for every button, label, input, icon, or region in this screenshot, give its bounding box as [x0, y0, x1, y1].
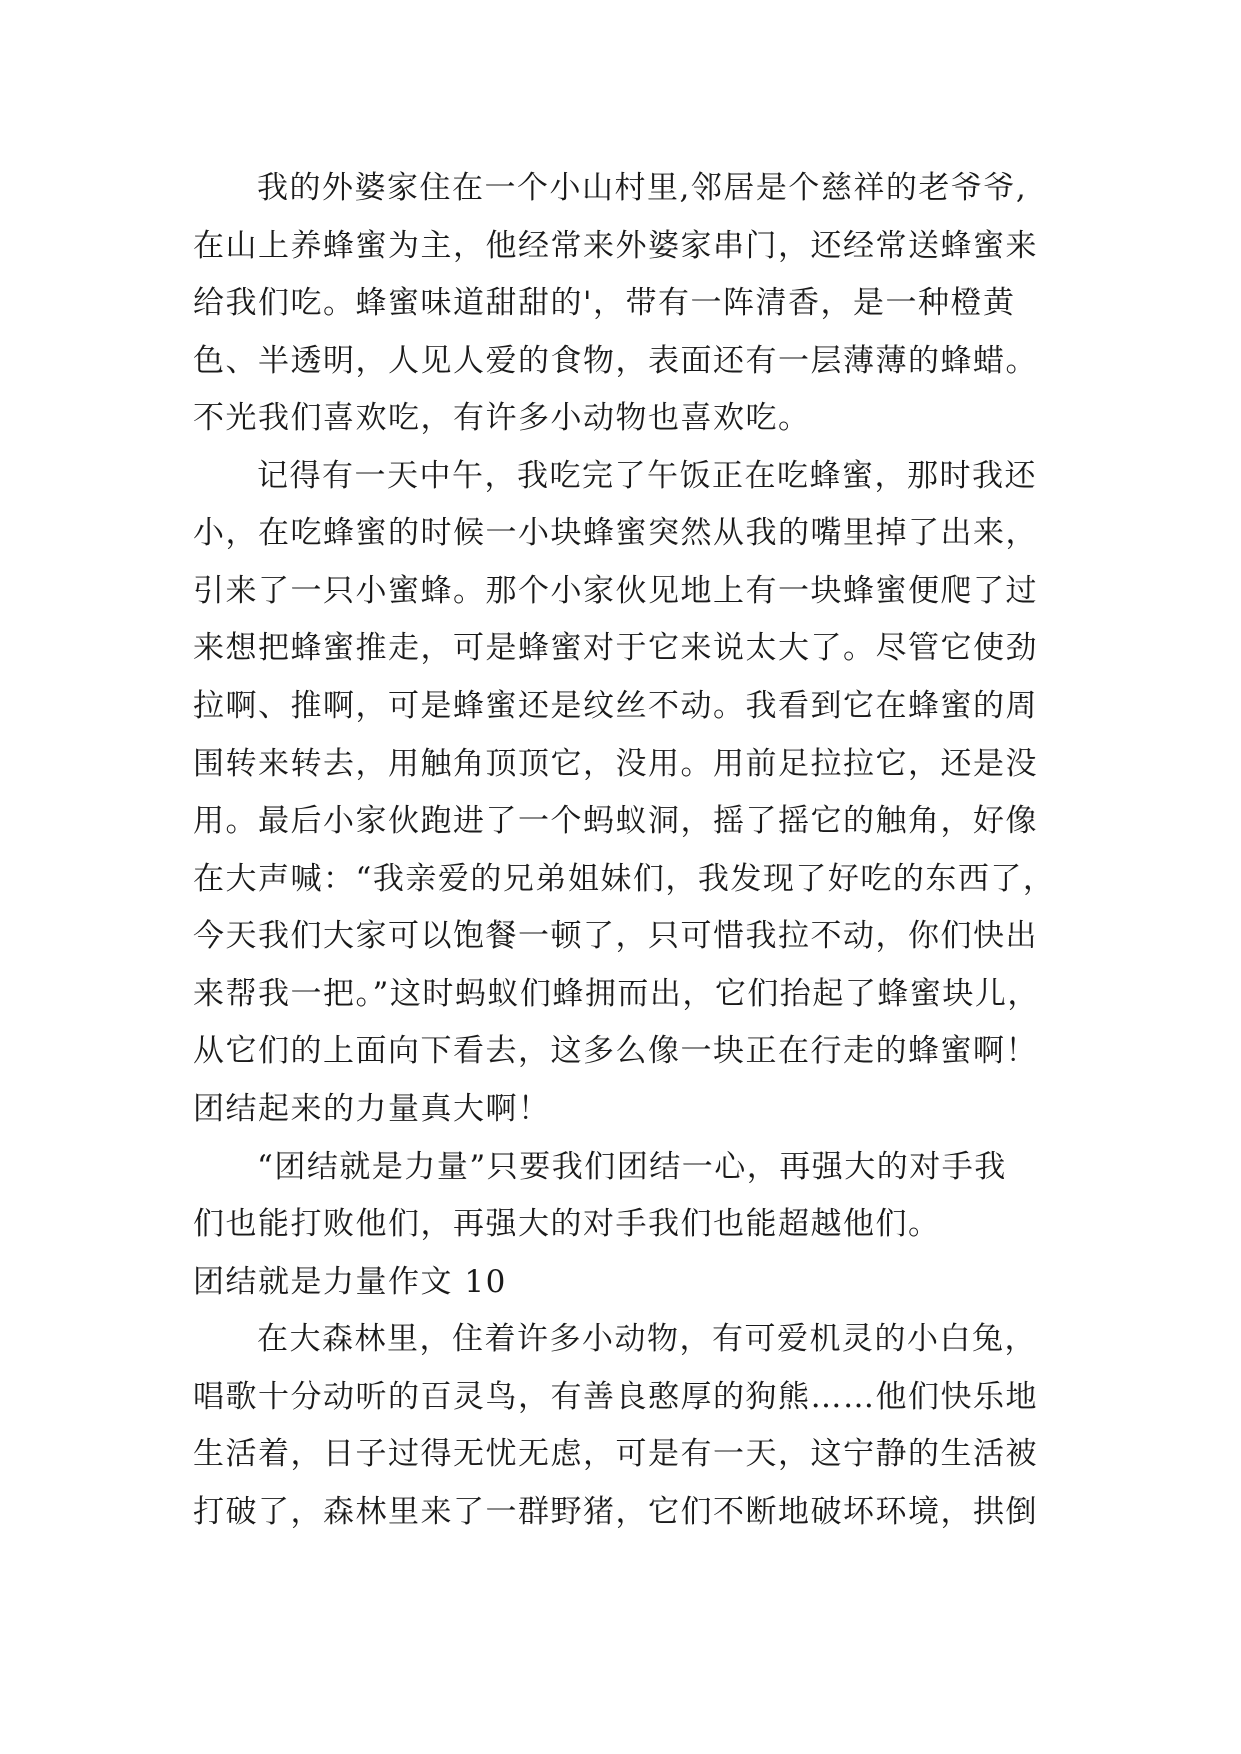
paragraph-2-line-12: 团结起来的力量真大啊！ — [193, 1091, 551, 1127]
paragraph-2-line-3: 引来了一只小蜜蜂。那个小家伙见地上有一块蜂蜜便爬了过 — [193, 573, 1038, 609]
paragraph-2-line-5: 拉啊、推啊，可是蜂蜜还是纹丝不动。我看到它在蜂蜜的周 — [193, 688, 1038, 724]
paragraph-3-line-2: 们也能打败他们，再强大的对手我们也能超越他们。 — [193, 1206, 941, 1242]
paragraph-4-line-4: 打破了，森林里来了一群野猪，它们不断地破坏环境，拱倒 — [193, 1494, 1038, 1530]
section-heading: 团结就是力量作文 10 — [193, 1264, 507, 1300]
paragraph-2-line-2: 小，在吃蜂蜜的时候一小块蜂蜜突然从我的嘴里掉了出来， — [193, 515, 1038, 551]
paragraph-2-line-4: 来想把蜂蜜推走，可是蜂蜜对于它来说太大了。尽管它使劲 — [193, 630, 1038, 666]
paragraph-1-line-4: 色、半透明，人见人爱的食物，表面还有一层薄薄的蜂蜡。 — [193, 343, 1038, 379]
paragraph-1-line-1: 我的外婆家住在一个小山村里,邻居是个慈祥的老爷爷, — [257, 170, 1028, 206]
paragraph-4-line-2: 唱歌十分动听的百灵鸟，有善良憨厚的狗熊……他们快乐地 — [193, 1379, 1038, 1415]
paragraph-1-line-2: 在山上养蜂蜜为主，他经常来外婆家串门，还经常送蜂蜜来 — [193, 228, 1038, 264]
paragraph-2-line-1: 记得有一天中午，我吃完了午饭正在吃蜂蜜，那时我还 — [257, 458, 1037, 494]
paragraph-4-line-1: 在大森林里，住着许多小动物，有可爱机灵的小白兔， — [257, 1321, 1037, 1357]
paragraph-2-line-8: 在大声喊：“我亲爱的兄弟姐妹们，我发现了好吃的东西了， — [193, 861, 1056, 897]
paragraph-2-line-6: 围转来转去，用触角顶顶它，没用。用前足拉拉它，还是没 — [193, 746, 1038, 782]
paragraph-2-line-10: 来帮我一把。”这时蚂蚁们蜂拥而出，它们抬起了蜂蜜块儿， — [193, 976, 1040, 1012]
paragraph-2-line-9: 今天我们大家可以饱餐一顿了，只可惜我拉不动，你们快出 — [193, 918, 1038, 954]
paragraph-3-line-1: “团结就是力量”只要我们团结一心，再强大的对手我 — [257, 1149, 1007, 1185]
paragraph-2-line-11: 从它们的上面向下看去，这多么像一块正在行走的蜂蜜啊！ — [193, 1033, 1038, 1069]
paragraph-2-line-7: 用。最后小家伙跑进了一个蚂蚁洞，摇了摇它的触角，好像 — [193, 803, 1038, 839]
paragraph-1-line-5: 不光我们喜欢吃，有许多小动物也喜欢吃。 — [193, 400, 811, 436]
paragraph-4-line-3: 生活着，日子过得无忧无虑，可是有一天，这宁静的生活被 — [193, 1436, 1038, 1472]
paragraph-1-line-3: 给我们吃。蜂蜜味道甜甜的'，带有一阵清香，是一种橙黄 — [193, 285, 1016, 321]
